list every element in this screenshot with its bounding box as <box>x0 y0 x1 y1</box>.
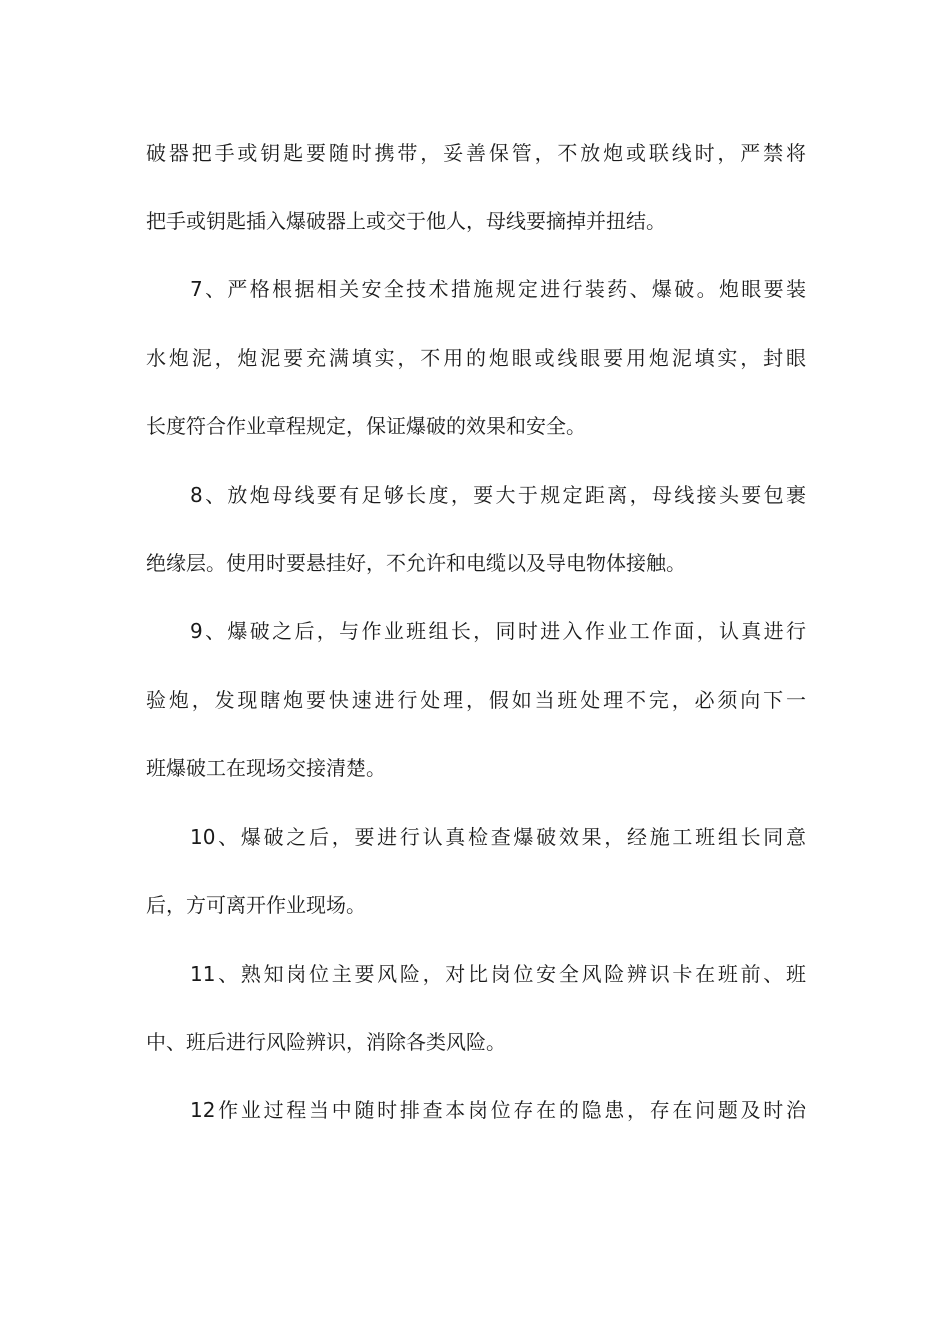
paragraph-12-line: 12作业过程当中随时排查本岗位存在的隐患，存在问题及时治 <box>190 1098 806 1122</box>
paragraph-10-line: 10、爆破之后，要进行认真检查爆破效果，经施工班组长同意 <box>190 825 806 849</box>
paragraph-9-line: 9、爆破之后，与作业班组长，同时进入作业工作面，认真进行 <box>190 619 806 643</box>
text-line: 破器把手或钥匙要随时携带，妥善保管，不放炮或联线时，严禁将 <box>146 141 806 165</box>
text-line: 验炮，发现瞎炮要快速进行处理，假如当班处理不完，必须向下一 <box>146 688 806 712</box>
text-line: 水炮泥，炮泥要充满填实，不用的炮眼或线眼要用炮泥填实，封眼 <box>146 346 806 370</box>
paragraph-7-line: 7、严格根据相关安全技术措施规定进行装药、爆破。炮眼要装 <box>190 277 806 301</box>
paragraph-11-line: 11、熟知岗位主要风险，对比岗位安全风险辨识卡在班前、班 <box>190 962 806 986</box>
paragraph-8-line: 8、放炮母线要有足够长度，要大于规定距离，母线接头要包裹 <box>190 483 806 507</box>
text-line: 长度符合作业章程规定，保证爆破的效果和安全。 <box>146 414 586 438</box>
text-line: 班爆破工在现场交接清楚。 <box>146 756 386 780</box>
text-line: 后，方可离开作业现场。 <box>146 893 366 917</box>
text-line: 中、班后进行风险辨识，消除各类风险。 <box>146 1030 506 1054</box>
text-line: 把手或钥匙插入爆破器上或交于他人，母线要摘掉并扭结。 <box>146 209 666 233</box>
text-line: 绝缘层。使用时要悬挂好，不允许和电缆以及导电物体接触。 <box>146 551 686 575</box>
